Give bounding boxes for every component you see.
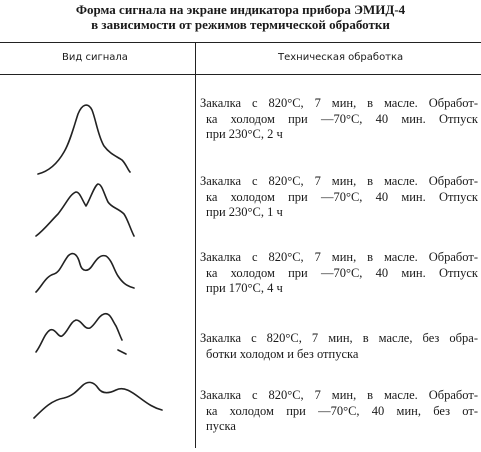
title-line-1: Форма сигнала на экране индикатора прибора ЭМИД-4	[75, 2, 406, 17]
row-1-treatment	[200, 96, 478, 143]
row-3-line-1: Закалка с 820°С, 7 мин, в масле. Обработ-	[200, 250, 478, 264]
row-2-line-1: Закалка с 820°С, 7 мин, в масле. Обработ-	[200, 174, 478, 188]
row-2-line-3: при 230°С, 1 ч	[206, 205, 283, 219]
row-4-line-2: ботки холодом и без отпуска	[206, 346, 359, 361]
row-5-treatment	[200, 388, 478, 435]
title-line-2: в зависимости от режимов термической обработки	[91, 17, 390, 32]
row-3-line-3: при 170°С, 4 ч	[206, 281, 283, 295]
signal-curve-single-peak	[30, 100, 170, 180]
column-header-treatment: Техническая обработка	[278, 52, 404, 63]
row-1-line-2: ка холодом при —70°С, 40 мин. Отпуск	[206, 111, 478, 126]
row-1-line-1: Закалка с 820°С, 7 мин, в масле. Обработ-	[200, 96, 478, 110]
row-4-line-1: Закалка с 820°С, 7 мин, в масле, без обра-	[200, 331, 478, 345]
column-header-signal: Вид сигнала	[62, 52, 128, 63]
row-3-treatment	[200, 250, 478, 297]
column-divider	[195, 42, 196, 448]
row-5-line-1: Закалка с 820°С, 7 мин, в масле. Обработ-	[200, 388, 478, 402]
row-2-treatment	[200, 174, 478, 221]
row-3-line-2: ка холодом при —70°С, 40 мин. Отпуск	[206, 265, 478, 280]
row-5-line-3: пуска	[206, 419, 236, 433]
table-top-rule	[0, 42, 481, 43]
row-1-line-3: при 230°С, 2 ч	[206, 127, 283, 141]
signal-curve-flat	[30, 372, 170, 452]
row-5-line-2: ка холодом при —70°С, 40 мин, без от-	[206, 403, 478, 418]
row-2-line-2: ка холодом при —70°С, 40 мин. Отпуск	[206, 189, 478, 204]
table-title	[0, 2, 481, 32]
row-4-treatment	[200, 331, 478, 362]
header-bottom-rule	[0, 74, 481, 75]
